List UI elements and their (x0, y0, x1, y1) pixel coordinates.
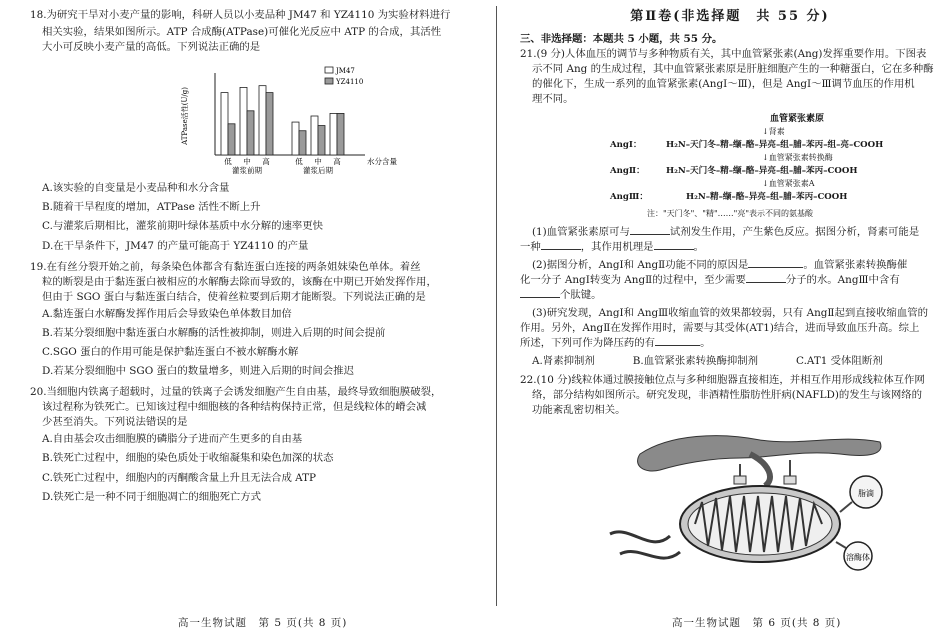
q21-option-a[interactable]: A.肾素抑制剂 (532, 354, 595, 367)
q20-line3: 少甚至消失。下列说法错误的是 (42, 416, 188, 429)
q21-sub1-line2: 一种 ，其作用机理是 。 (520, 240, 704, 253)
q21-sub3-line3: 所述，下列可作为降压药的有 。 (520, 337, 711, 350)
q20-line2: 该过程称为铁死亡。已知该过程中细胞核的各种结构保持正常，但是线粒体的嵴会减 (42, 401, 427, 414)
q18-line2: 相关实验，结果如图所示。ATP 合成酶(ATPase)可催化光反应中 ATP 的合成，其活性 (42, 26, 442, 39)
q22-line1: 22.(10 分)线粒体通过膜接触位点与多种细胞器直接相连，并相互作用形成线粒体互作网 (520, 373, 925, 386)
x-tick-label: 低 (295, 157, 303, 167)
q19-option-c[interactable]: C.SGO 蛋白的作用可能是保护黏连蛋白不被水解酶水解 (42, 346, 299, 359)
q21-option-c[interactable]: C.AT1 受体阻断剂 (796, 354, 883, 367)
q21-sub1-line1: (1)血管紧张素原可与 试剂发生作用，产生紫色反应。据图分析，肾素可能是 (532, 225, 920, 238)
bar-YZ4110-3 (299, 131, 306, 155)
ang1-label: AngⅠ： (610, 140, 642, 151)
x-tick-label: 高 (333, 157, 341, 167)
ang2-label: AngⅡ： (610, 166, 645, 177)
q20-line1: 20.当细胞内铁离子超载时，过量的铁离子会诱发细胞产生自由基，最终导致细胞膜破裂， (30, 386, 442, 399)
mitochondria-network-diagram (600, 424, 940, 579)
er-structure (638, 435, 881, 470)
blank-drugs[interactable] (655, 336, 700, 346)
q18-options (30, 181, 470, 253)
ang3-row (610, 190, 940, 204)
bar-YZ4110-4 (318, 126, 325, 155)
q19-option-a[interactable]: A.黏连蛋白水解酶发挥作用后会导致染色单体数目加倍 (42, 307, 292, 320)
q19-option-d[interactable]: D.若某分裂细胞中 SGO 蛋白的数量增多，则进入后期的时间会推迟 (42, 365, 354, 378)
ang2-sequence: H₂N–天门冬–精–缬–酪–异亮–组–脯–苯丙–COOH (666, 166, 858, 177)
x-axis-label: 水分含量 (367, 157, 397, 167)
angiotensin-pathway (610, 113, 940, 204)
q18-line3: 大小可反映小麦产量的高低。下列说法正确的是 (42, 41, 261, 54)
q22-line2: 络，部分结构如图所示。研究发现，非酒精性脂肪性肝病(NAFLD)的发生与该网络的 (532, 388, 923, 401)
q22-line3: 功能紊乱密切相关。 (532, 403, 626, 416)
q21-options (520, 354, 940, 369)
lysosome-label: 溶酶体 (846, 552, 870, 562)
enzyme-2: 血管紧张素转换酶 (768, 153, 833, 163)
q21-option-b[interactable]: B.血管紧张素转换酶抑制剂 (632, 354, 758, 367)
q18-option-a[interactable]: A.该实验的自变量是小麦品种和水分含量 (42, 182, 230, 195)
section-intro: 三、非选择题：本题共 5 小题，共 55 分。 (520, 32, 723, 45)
section-title: 第Ⅱ卷(非选择题 共 55 分) (630, 9, 830, 24)
page-divider (496, 6, 497, 606)
blank-peptide-bonds[interactable] (520, 288, 560, 298)
blank-enzyme-type[interactable] (541, 240, 581, 250)
q21-sub2-line1: (2)据图分析，AngⅠ和 AngⅡ功能不同的原因是 。血管紧张素转换酶催 (532, 259, 908, 272)
x-tick-label: 中 (314, 157, 322, 167)
pathway-note: 注："天门冬"、"精"……"亮"表示不同的氨基酸 (646, 209, 814, 219)
pathway-arrow-3: ↓ 血管紧张素A (762, 179, 815, 189)
blank-function-reason[interactable] (748, 258, 803, 268)
mito-diagram-svg (600, 424, 900, 574)
footer-page-6: 高一生物试题 第 6 页(共 8 页) (672, 617, 842, 629)
group-label: 灌浆后期 (303, 166, 333, 175)
q20-option-b[interactable]: B.铁死亡过程中，细胞的染色质处于收缩凝集和染色加深的状态 (42, 452, 334, 465)
q21-sub2-line3: 个肽键。 (520, 288, 940, 303)
ang1-sequence: H₂N–天门冬–精–缬–酪–异亮–组–脯–苯丙–组–亮–COOH (666, 140, 884, 151)
bar-YZ4110-2 (266, 93, 273, 155)
q21-sub3-line1: (3)研究发现，AngⅠ和 AngⅢ收缩血管的效果都较弱，只有 AngⅡ起到直接收缩血管的 (532, 307, 928, 320)
x-tick-label: 低 (224, 157, 232, 167)
q21-sub3-line2: 作用。另外，AngⅡ在发挥作用时，需要与其受体(AT1)结合，进而导致血压升高。综上 (520, 322, 920, 335)
ang1-row (610, 138, 940, 152)
pathway-top: 血管紧张素原 (770, 114, 825, 125)
q20-option-d[interactable]: D.铁死亡是一种不同于细胞凋亡的细胞死亡方式 (42, 490, 262, 503)
q20-option-c[interactable]: C.铁死亡过程中，细胞内的丙酮酸含量上升且无法合成 ATP (42, 471, 317, 484)
x-tick-label: 中 (243, 157, 251, 167)
q19-option-b[interactable]: B.若某分裂细胞中黏连蛋白水解酶的活性被抑制，则进入后期的时间会提前 (42, 326, 386, 339)
enzyme-1: 肾素 (768, 127, 785, 137)
atpase-bar-chart (175, 59, 405, 174)
y-axis-label: ATPase活性(U/g) (181, 87, 189, 146)
q19-line3: 但由于 SGO 蛋白与黏连蛋白结合，使着丝粒要到后期才能断裂。下列说法正确的是 (42, 290, 426, 303)
enzyme-3: 血管紧张素A (768, 179, 815, 189)
q19-line1: 19.在有丝分裂开始之前，每条染色体都含有黏连蛋白连接的两条姐妹染色单体。着丝 (30, 260, 421, 273)
q20-option-a[interactable]: A.自由基会攻击细胞膜的磷脂分子进而产生更多的自由基 (42, 433, 303, 446)
q21-line4: 理不同。 (532, 93, 574, 106)
legend-swatch (325, 67, 333, 73)
ang3-sequence: H₂N–精–缬–酪–异亮–组–脯–苯丙–COOH (686, 192, 848, 203)
atpase-chart (175, 59, 470, 179)
bar-JM47-2 (259, 86, 266, 155)
pathway-arrow-1: ↓ 肾素 (762, 127, 785, 137)
bar-JM47-4 (311, 116, 318, 155)
ang3-label: AngⅢ： (610, 192, 648, 203)
blank-water-count[interactable] (746, 273, 786, 283)
q18-option-b[interactable]: B.随着干旱程度的增加，ATPase 活性不断上升 (42, 201, 261, 214)
q18-option-d[interactable]: D.在干旱条件下，JM47 的产量可能高于 YZ4110 的产量 (42, 239, 309, 252)
bar-JM47-5 (330, 114, 337, 156)
q21-line1: 21.(9 分)人体血压的调节与多种物质有关，其中血管紧张素(Ang)发挥重要作用。下图表 (520, 47, 927, 60)
bar-YZ4110-1 (247, 111, 254, 155)
right-page (520, 8, 940, 579)
q21-sub2-line2: 化一分子 AngⅠ转变为 AngⅡ的过程中，至少需要 分子的水。AngⅢ中含有 (520, 274, 900, 287)
footer-page-5: 高一生物试题 第 5 页(共 8 页) (178, 617, 348, 629)
q19-line2: 粒的断裂是由于黏连蛋白被相应的水解酶去除而导致的，该酶在中期已开始发挥作用， (42, 275, 437, 288)
bar-JM47-0 (221, 93, 228, 155)
pathway-arrow-2: ↓ 血管紧张素转换酶 (762, 153, 833, 163)
lipid-label: 脂滴 (858, 488, 874, 498)
bar-JM47-3 (292, 122, 299, 155)
bar-JM47-1 (240, 88, 247, 156)
left-page (30, 8, 470, 509)
bar-YZ4110-5 (337, 114, 344, 156)
ang2-row (610, 164, 940, 178)
legend-label: JM47 (336, 67, 355, 76)
q21-line3: 的催化下，生成一系列的血管紧张素(AngⅠ～Ⅲ)，但是 AngⅠ～Ⅲ调节血压的作用机 (532, 78, 915, 91)
q21-line2: 示不同 Ang 的生成过程，其中血管紧张素原是肝脏细胞产生的一种糖蛋白，它在多种酶 (532, 63, 934, 75)
bar-YZ4110-0 (228, 124, 235, 155)
legend-label: YZ4110 (336, 78, 364, 87)
blank-mechanism[interactable] (654, 240, 694, 250)
blank-reagent[interactable] (630, 225, 670, 235)
legend-swatch (325, 78, 333, 84)
q18-stem: 18.为研究干旱对小麦产量的影响，科研人员以小麦品种 JM47 和 YZ4110 为实验材料进行 (30, 9, 451, 21)
q18-option-c[interactable]: C.与灌浆后期相比，灌浆前期叶绿体基质中水分解的速率更快 (42, 220, 324, 233)
x-tick-label: 高 (262, 157, 270, 167)
group-label: 灌浆前期 (232, 166, 262, 175)
